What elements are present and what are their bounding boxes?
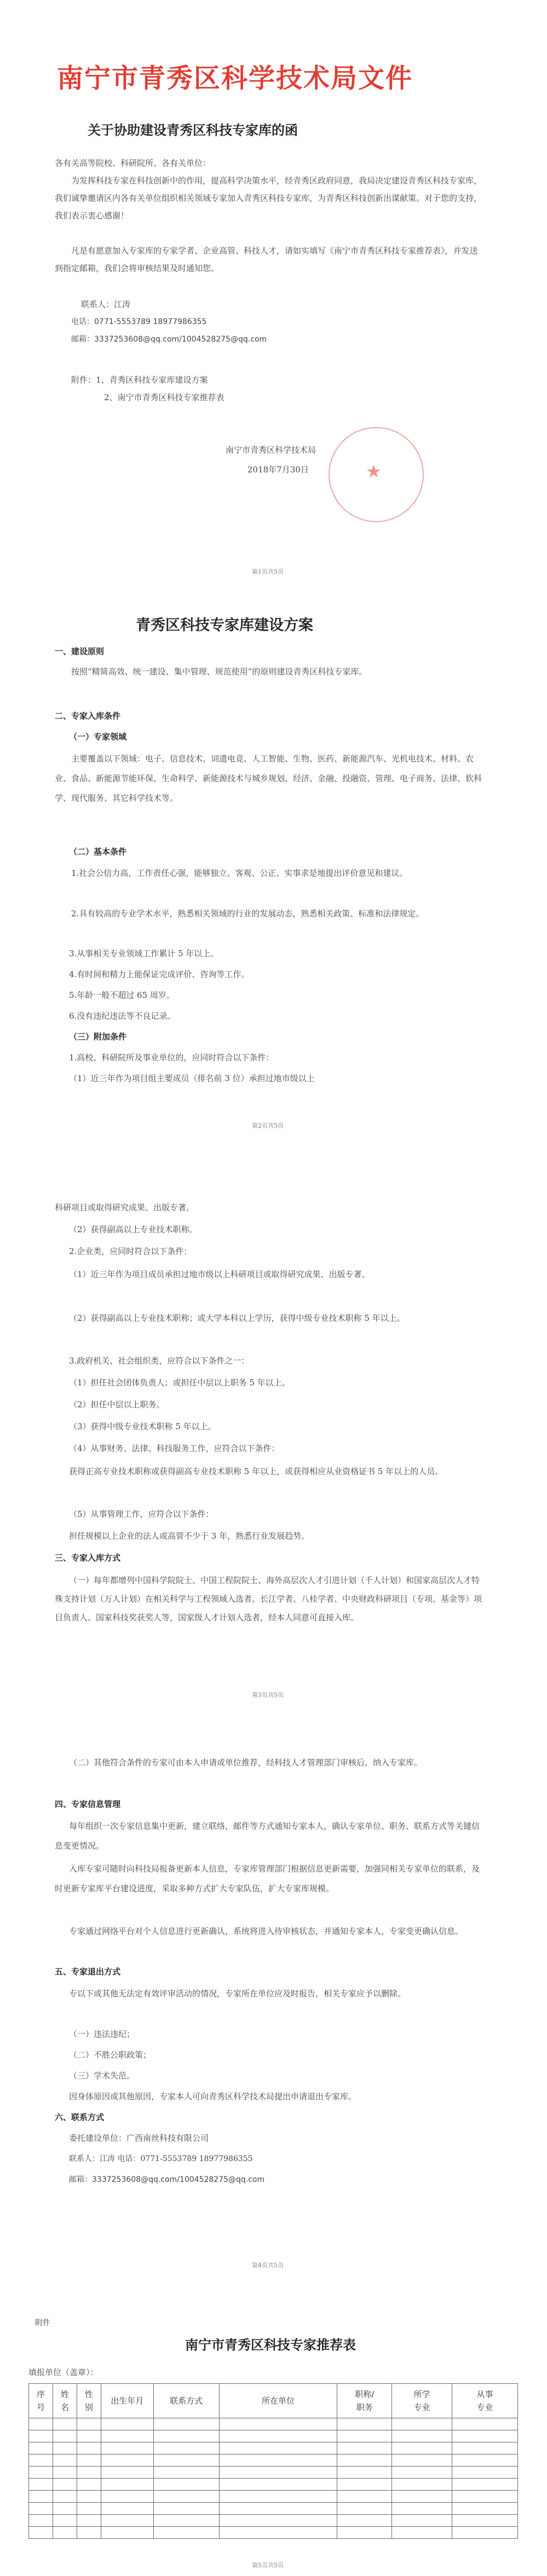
table-row [29,2527,518,2539]
header-line-bottom: 专业 [413,2402,430,2412]
table-cell[interactable] [452,2527,518,2539]
table-cell[interactable] [77,2430,101,2442]
header-line-top: 从事 [476,2389,493,2399]
page-3 [0,1139,547,1708]
extra-cond-1: 1.高校、科研院所及事业单位的，应同时符合以下条件： [69,1053,274,1062]
header-line-bottom: 号 [36,2402,45,2412]
table-cell[interactable] [77,2454,101,2467]
table-cell[interactable] [219,2527,337,2539]
table-cell[interactable] [219,2430,337,2442]
table-cell[interactable] [77,2479,101,2491]
table-cell[interactable] [29,2491,53,2503]
section-5-3: （二）不胜公职政策； [69,2050,152,2060]
p3-line-9: （3）获得中级专业技术职称 5 年以上。 [69,1422,216,1431]
table-cell[interactable] [392,2454,452,2467]
table-row [29,2491,518,2503]
table-cell[interactable] [101,2515,153,2527]
page-2 [0,591,547,1139]
page-1 [0,0,547,591]
table-cell[interactable] [392,2527,452,2539]
table-cell[interactable] [101,2479,153,2491]
table-header-row [29,2384,518,2418]
table-cell[interactable] [53,2479,77,2491]
table-cell[interactable] [219,2515,337,2527]
page-4 [0,1708,547,2288]
table-header-cell [53,2384,77,2418]
table-cell[interactable] [153,2491,219,2503]
table-cell[interactable] [53,2442,77,2454]
table-cell[interactable] [153,2527,219,2539]
table-cell[interactable] [153,2515,219,2527]
header-line-top: 职称/ [355,2389,375,2399]
recommend-form-title: 南宁市青秀区科技专家推荐表 [185,2337,356,2353]
section-2-1-body: 主要覆盖以下领域：电子、信息技术、词遗电竞、人工智能、生物、医药、新能源汽车、光机电技术、材料、农业、食品、新能源节能环保、生命科学、新能源技术与城乡规划、经济、金融、投融资、管理、电子商务、法律、软科学、现代服务、其它科学技术等。 [55,754,482,803]
section-5-1: 专以下或其他无法定有效评审活动的情况，专家所在单位应及时报告，相关专家应予以删除。 [69,1989,406,1999]
section-3-1: （一）每年都增列中国科学院院士、中国工程院院士、海外高层次人才引进计划（千人计划）和国家高层次人才特殊支持计划（万人计划）在相关科学与工程领域入选者、长江学者、八桂学者、中央财政科研项目（专项、基金等）项目负责人、国家科技奖获奖人等，国家级人才计划入选者，经本人同意可直接入库。 [55,1575,482,1622]
page-number: 第4页共5页 [252,2262,284,2269]
table-cell[interactable] [101,2503,153,2515]
table-cell[interactable] [101,2454,153,2467]
header-line-top: 序 [36,2389,45,2399]
p3-line-3: 2.企业类，应同时符合以下条件： [69,1246,192,1256]
table-row [29,2418,518,2430]
attachment-2: 2、南宁市青秀区科技专家推荐表 [104,392,224,402]
plan-title: 青秀区科技专家库建设方案 [136,617,313,634]
p3-line-11: 获得正高专业技术职称或获得副高专业技术职称 5 年以上，或获得相应从业资格证书 5 年以上的人员。 [69,1466,444,1476]
table-cell[interactable] [29,2515,53,2527]
table-cell[interactable] [77,2527,101,2539]
p3-line-12: （5）从事管理工作，应符合以下条件： [69,1509,214,1519]
table-cell[interactable] [392,2442,452,2454]
p3-line-10: （4）从事财务、法律、科技服务工作，应符合以下条件： [69,1443,280,1453]
table-cell[interactable] [53,2418,77,2430]
table-cell[interactable] [153,2430,219,2442]
table-cell[interactable] [53,2491,77,2503]
basic-cond-4: 4.有时间和精力上能保证完成评价、咨询等工作。 [69,969,250,979]
table-cell[interactable] [452,2503,518,2515]
section-6-heading: 六、联系方式 [55,2112,105,2122]
header-line-top: 所学 [413,2389,430,2399]
p3-line-8: （2）担任中层以上职务。 [69,1400,165,1410]
table-header-cell [101,2384,153,2418]
p3-line-4: （1）近三年作为项目成员承担过地市级以上科研项目或取得研究成果、出版专著。 [69,1269,370,1279]
table-cell[interactable] [29,2430,53,2442]
table-cell[interactable] [101,2527,153,2539]
section-4-1: 每年组织一次专家信息集中更新，建立联络，邮件等方式通知专家本人，确认专家单位、职务、联系方式等关键信息变更情况。 [55,1821,480,1851]
table-cell[interactable] [392,2503,452,2515]
seal-star-icon: ★ [366,461,382,482]
table-cell[interactable] [219,2454,337,2467]
header-line-bottom: 专业 [476,2402,493,2412]
section-5-heading: 五、专家退出方式 [55,1967,121,1977]
section-2-3-heading: （三）附加条件 [69,1032,127,1042]
p3-line-6: 3.政府机关、社会组织类，应符合以下条件之一： [69,1356,250,1366]
page-number: 第5页共5页 [252,2562,284,2569]
signer-unit: 南宁市青秀区科学技术局 [226,445,316,455]
table-header-cell [29,2384,53,2418]
header-line-top: 姓 [60,2389,69,2399]
recommend-table [28,2383,518,2539]
basic-cond-5: 5.年龄一般不超过 65 周岁。 [69,990,175,1000]
table-header-cell [452,2384,518,2418]
table-cell[interactable] [29,2527,53,2539]
table-cell[interactable] [101,2418,153,2430]
p3-line-1: 科研项目或取得研究成果、出版专著。 [55,1203,195,1212]
table-row [29,2503,518,2515]
basic-cond-2: 2.具有较高的专业学术水平，熟悉相关领域的行业的发展动态，熟悉相关政策、标准和法律规定。 [71,909,424,919]
header-line-bottom: 职务 [356,2402,373,2412]
table-cell[interactable] [29,2479,53,2491]
header-line-top: 联系方式 [170,2396,203,2406]
table-cell[interactable] [337,2491,392,2503]
table-header-cell [77,2384,101,2418]
attachment-label: 附件 [35,2319,50,2327]
p3-line-5: （2）获得副高以上专业技术职称；或大学本科以上学历，获得中级专业技术职称 5 年以上。 [69,1313,405,1323]
section-1-body: 按照“精简高效、统一建设、集中管理、规范使用”的原则建设青秀区科技专家库。 [71,667,367,677]
header-line-top: 出生年月 [111,2396,144,2406]
table-cell[interactable] [53,2454,77,2467]
section-6-1: 委托建设单位：广西南丝科技有限公司 [69,2133,209,2143]
contact-phone: 电话：0771-5553789 18977986355 [71,317,207,326]
table-cell[interactable] [219,2491,337,2503]
table-header-cell [219,2384,337,2418]
table-cell[interactable] [337,2515,392,2527]
table-cell[interactable] [392,2430,452,2442]
table-cell[interactable] [452,2515,518,2527]
fill-unit-label: 填报单位（盖章）： [28,2367,99,2377]
p3-line-13: 担任规模以上企业的法人或高管不少于 3 年，熟悉行业发展趋势。 [69,1531,310,1541]
table-cell[interactable] [29,2503,53,2515]
table-cell[interactable] [153,2467,219,2479]
table-header-cell [153,2384,219,2418]
section-6-3: 邮箱：3337253608@qq.com/1004528275@qq.com [69,2175,265,2184]
p3-line-7: （1）担任社会团体负责人；或担任中层以上职务 5 年以上。 [69,1378,290,1388]
table-cell[interactable] [153,2454,219,2467]
table-cell[interactable] [101,2442,153,2454]
table-cell[interactable] [452,2491,518,2503]
table-cell[interactable] [337,2503,392,2515]
table-cell[interactable] [337,2442,392,2454]
table-cell[interactable] [29,2418,53,2430]
table-cell[interactable] [392,2467,452,2479]
table-cell[interactable] [452,2454,518,2467]
basic-cond-1: 1.社会公信力高，工作责任心强，能够独立、客观、公正、实事求是地提出评价意见和建议。 [71,868,408,878]
table-cell[interactable] [77,2515,101,2527]
header-line-bottom: 名 [60,2402,69,2412]
table-cell[interactable] [153,2442,219,2454]
page-number: 第2页共5页 [252,1122,284,1129]
table-cell[interactable] [77,2467,101,2479]
section-6-2: 联系人：江涛 电话：0771-5553789 18977986355 [69,2155,253,2163]
table-cell[interactable] [337,2454,392,2467]
table-cell[interactable] [337,2479,392,2491]
section-5-4: （三）学术失范。 [69,2071,135,2081]
table-cell[interactable] [392,2418,452,2430]
contact-person: 联系人：江涛 [81,299,131,309]
table-cell[interactable] [219,2479,337,2491]
red-header-title: 南宁市青秀区科学技术局文件 [57,63,413,94]
p3-line-2: （2）获得副高以上专业技术职称。 [69,1225,198,1234]
table-cell[interactable] [219,2418,337,2430]
contact-email: 邮箱：3337253608@qq.com/1004528275@qq.com [71,335,267,344]
section-4-2: 入库专家可随时向科技局报备更新本人信息，专家库管理部门根据信息更新需要，加强同相关专家单位的联系，及时更新专家库平台建设进度，采取多种方式扩大专家队伍，扩大专家库规模。 [55,1864,480,1893]
table-cell[interactable] [392,2491,452,2503]
page-number: 第3页共5页 [252,1691,284,1699]
table-cell[interactable] [153,2479,219,2491]
table-cell[interactable] [392,2479,452,2491]
table-cell[interactable] [452,2442,518,2454]
table-cell[interactable] [29,2454,53,2467]
header-line-top: 所在单位 [261,2396,295,2406]
table-cell[interactable] [53,2515,77,2527]
table-cell[interactable] [53,2430,77,2442]
page-number: 第1页共5页 [252,568,284,575]
table-cell[interactable] [392,2515,452,2527]
table-row [29,2515,518,2527]
recommend-table-body [29,2384,518,2539]
table-row [29,2430,518,2442]
table-cell[interactable] [53,2527,77,2539]
table-header-cell [392,2384,452,2418]
letter-body-2: 凡是有愿意加入专家库的专家学者、企业高管、科技人才，请如实填写《南宁市青秀区科技专家推荐表》，并发送到指定邮箱，我们会将审核结果及时通知您。 [55,246,478,273]
table-cell[interactable] [29,2467,53,2479]
table-cell[interactable] [337,2467,392,2479]
section-4-3: 专家通过网络平台对个人信息进行更新确认，系统将进入待审核状态，并通知专家本人，专家变更确认信息。 [69,1926,464,1936]
table-row [29,2442,518,2454]
table-cell[interactable] [101,2467,153,2479]
table-row [29,2454,518,2467]
section-2-1-heading: （一）专家领域 [69,732,127,742]
basic-cond-3: 3.从事相关专业领域工作累计 5 年以上。 [69,949,219,958]
header-line-top: 性 [84,2389,93,2399]
table-cell[interactable] [29,2442,53,2454]
section-1-heading: 一、建设原则 [55,646,105,656]
header-line-bottom: 别 [84,2402,93,2412]
page-5 [0,2288,547,2576]
table-row [29,2479,518,2491]
letter-title: 关于协助建设青秀区科技专家库的函 [88,122,298,138]
table-cell[interactable] [101,2430,153,2442]
section-2-heading: 二、专家入库条件 [55,711,121,721]
section-5-5: 因身体原因或其他原因，专家本人可向青秀区科学技术局提出申请退出专家库。 [69,2092,357,2101]
section-4-heading: 四、专家信息管理 [55,1799,121,1809]
table-cell[interactable] [337,2418,392,2430]
table-header-cell [337,2384,392,2418]
section-3-heading: 三、专家入库方式 [55,1553,121,1563]
table-cell[interactable] [153,2418,219,2430]
table-cell[interactable] [337,2430,392,2442]
table-cell[interactable] [101,2491,153,2503]
basic-cond-6: 6.没有违纪违法等不良记录。 [69,1011,176,1021]
table-cell[interactable] [452,2418,518,2430]
table-cell[interactable] [53,2503,77,2515]
table-cell[interactable] [219,2467,337,2479]
table-cell[interactable] [452,2479,518,2491]
table-cell[interactable] [53,2467,77,2479]
extra-cond-1a: （1）近三年作为项目组主要成员（排名前 3 位）承担过地市级以上 [69,1073,315,1083]
table-cell[interactable] [77,2418,101,2430]
table-cell[interactable] [452,2467,518,2479]
table-row [29,2467,518,2479]
attachment-1: 附件：1、青秀区科技专家库建设方案 [71,375,208,385]
table-cell[interactable] [153,2503,219,2515]
section-5-2: （一）违法违纪； [69,2029,135,2039]
table-cell[interactable] [77,2442,101,2454]
table-cell[interactable] [77,2491,101,2503]
letter-body-1: 为发挥科技专家在科技创新中的作用，提高科学决策水平，经青秀区政府同意，我局决定建设青秀区科技专家库，我们诚挚邀请区内各有关单位组织相关领域专家加入青秀区科技专家库，为青秀区科技创新出谋献策。对于您的支持，我们表示衷心感谢！ [55,176,482,221]
table-cell[interactable] [219,2442,337,2454]
table-cell[interactable] [219,2503,337,2515]
salutation: 各有关高等院校、科研院所、各有关单位： [55,158,211,168]
p4-line-1: （二）其他符合条件的专家可由本人申请或单位推荐，经科技人才管理部门审核后，纳入专家库。 [69,1758,423,1768]
table-cell[interactable] [77,2503,101,2515]
signed-date: 2018年7月30日 [247,465,309,475]
table-cell[interactable] [337,2527,392,2539]
section-2-2-heading: （二）基本条件 [69,847,127,857]
table-cell[interactable] [452,2430,518,2442]
